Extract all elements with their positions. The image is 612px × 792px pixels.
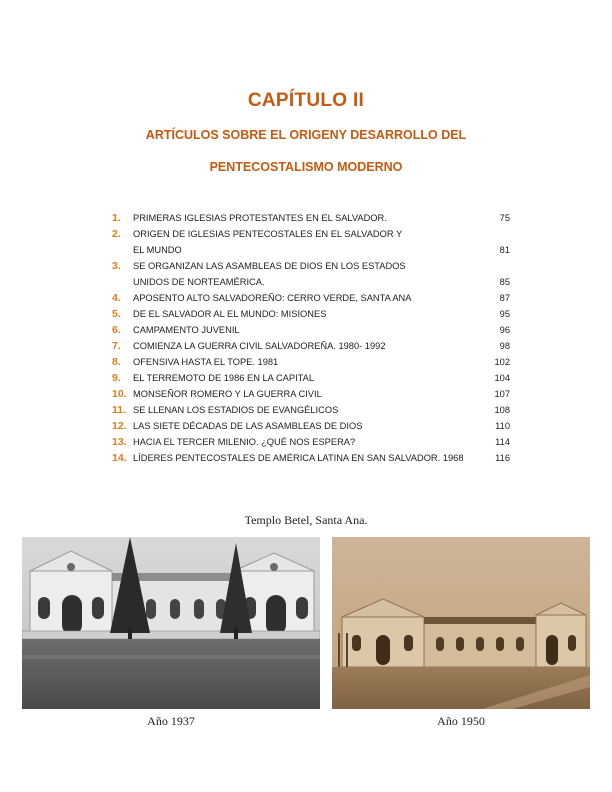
toc-page: 102 — [494, 357, 510, 367]
toc-title: MONSEÑOR ROMERO Y LA GUERRA CIVIL — [133, 389, 322, 399]
toc-number: 6. — [112, 324, 121, 336]
toc-title-continued: UNIDOS DE NORTEAMÉRICA. — [133, 277, 265, 287]
toc-number: 3. — [112, 260, 121, 272]
toc-page: 110 — [495, 421, 510, 431]
toc-page: 85 — [499, 277, 510, 287]
toc-page: 108 — [494, 405, 510, 415]
toc-number: 2. — [112, 228, 121, 240]
toc-entry — [112, 402, 512, 418]
toc-title: LAS SIETE DÉCADAS DE LAS ASAMBLEAS DE DIOS — [133, 421, 363, 431]
photo-temple-1950 — [332, 537, 590, 709]
toc-page: 87 — [499, 293, 510, 303]
toc-title: ORIGEN DE IGLESIAS PENTECOSTALES EN EL SALVADOR Y — [133, 229, 403, 239]
toc-page: 98 — [499, 341, 510, 351]
table-of-contents — [112, 210, 512, 466]
toc-title: PRIMERAS IGLESIAS PROTESTANTES EN EL SALVADOR. — [133, 213, 387, 223]
toc-page: 75 — [499, 213, 510, 223]
toc-entry — [112, 226, 512, 258]
toc-number: 11. — [112, 404, 127, 416]
toc-entry — [112, 290, 512, 306]
toc-page: 114 — [495, 437, 510, 447]
toc-entry — [112, 450, 512, 466]
toc-page: 81 — [499, 245, 510, 255]
figure-caption: Templo Betel, Santa Ana. — [244, 513, 368, 527]
toc-number: 5. — [112, 308, 121, 320]
toc-entry — [112, 354, 512, 370]
toc-entry — [112, 338, 512, 354]
toc-title-continued: EL MUNDO — [133, 245, 182, 255]
toc-title: OFENSIVA HASTA EL TOPE. 1981 — [133, 357, 279, 367]
toc-number: 8. — [112, 356, 121, 368]
toc-title: LÍDERES PENTECOSTALES DE AMÉRICA LATINA EN SAN SALVADOR. 1968 — [133, 453, 464, 463]
toc-title: COMIENZA LA GUERRA CIVIL SALVADOREÑA. 1980- 1992 — [133, 341, 386, 351]
toc-title: SE ORGANIZAN LAS ASAMBLEAS DE DIOS EN LOS ESTADOS — [133, 261, 406, 271]
toc-number: 9. — [112, 372, 121, 384]
toc-title: APOSENTO ALTO SALVADOREÑO: CERRO VERDE, SANTA ANA — [133, 293, 412, 303]
toc-page: 104 — [494, 373, 510, 383]
toc-number: 10. — [112, 388, 127, 400]
photo-caption-1937: Año 1937 — [147, 714, 195, 728]
toc-number: 4. — [112, 292, 121, 304]
toc-entry — [112, 370, 512, 386]
toc-number: 7. — [112, 340, 121, 352]
toc-page: 95 — [499, 309, 510, 319]
toc-number: 14. — [112, 452, 127, 464]
toc-entry — [112, 386, 512, 402]
toc-entry — [112, 306, 512, 322]
toc-title: EL TERREMOTO DE 1986 EN LA CAPITAL — [133, 373, 315, 383]
toc-title: HACIA EL TERCER MILENIO. ¿QUÉ NOS ESPERA? — [133, 437, 356, 447]
toc-page: 107 — [494, 389, 510, 399]
photo-caption-1950: Año 1950 — [437, 714, 485, 728]
toc-page: 96 — [499, 325, 510, 335]
photo-temple-1937 — [22, 537, 320, 709]
toc-number: 13. — [112, 436, 127, 448]
chapter-subtitle-line2: PENTECOSTALISMO MODERNO — [209, 160, 403, 174]
toc-number: 12. — [112, 420, 127, 432]
chapter-subtitle-line1: ARTÍCULOS SOBRE EL ORIGENY DESARROLLO DEL — [145, 128, 467, 142]
toc-entry — [112, 210, 512, 226]
toc-title: SE LLENAN LOS ESTADIOS DE EVANGÉLICOS — [133, 405, 339, 415]
toc-page: 116 — [495, 453, 510, 463]
chapter-title: CAPÍTULO II — [247, 90, 365, 111]
toc-entry — [112, 258, 512, 290]
toc-title: CAMPAMENTO JUVENIL — [133, 325, 240, 335]
toc-number: 1. — [112, 212, 121, 224]
toc-entry — [112, 434, 512, 450]
toc-title: DE EL SALVADOR AL EL MUNDO: MISIONES — [133, 309, 327, 319]
toc-entry — [112, 418, 512, 434]
toc-entry — [112, 322, 512, 338]
